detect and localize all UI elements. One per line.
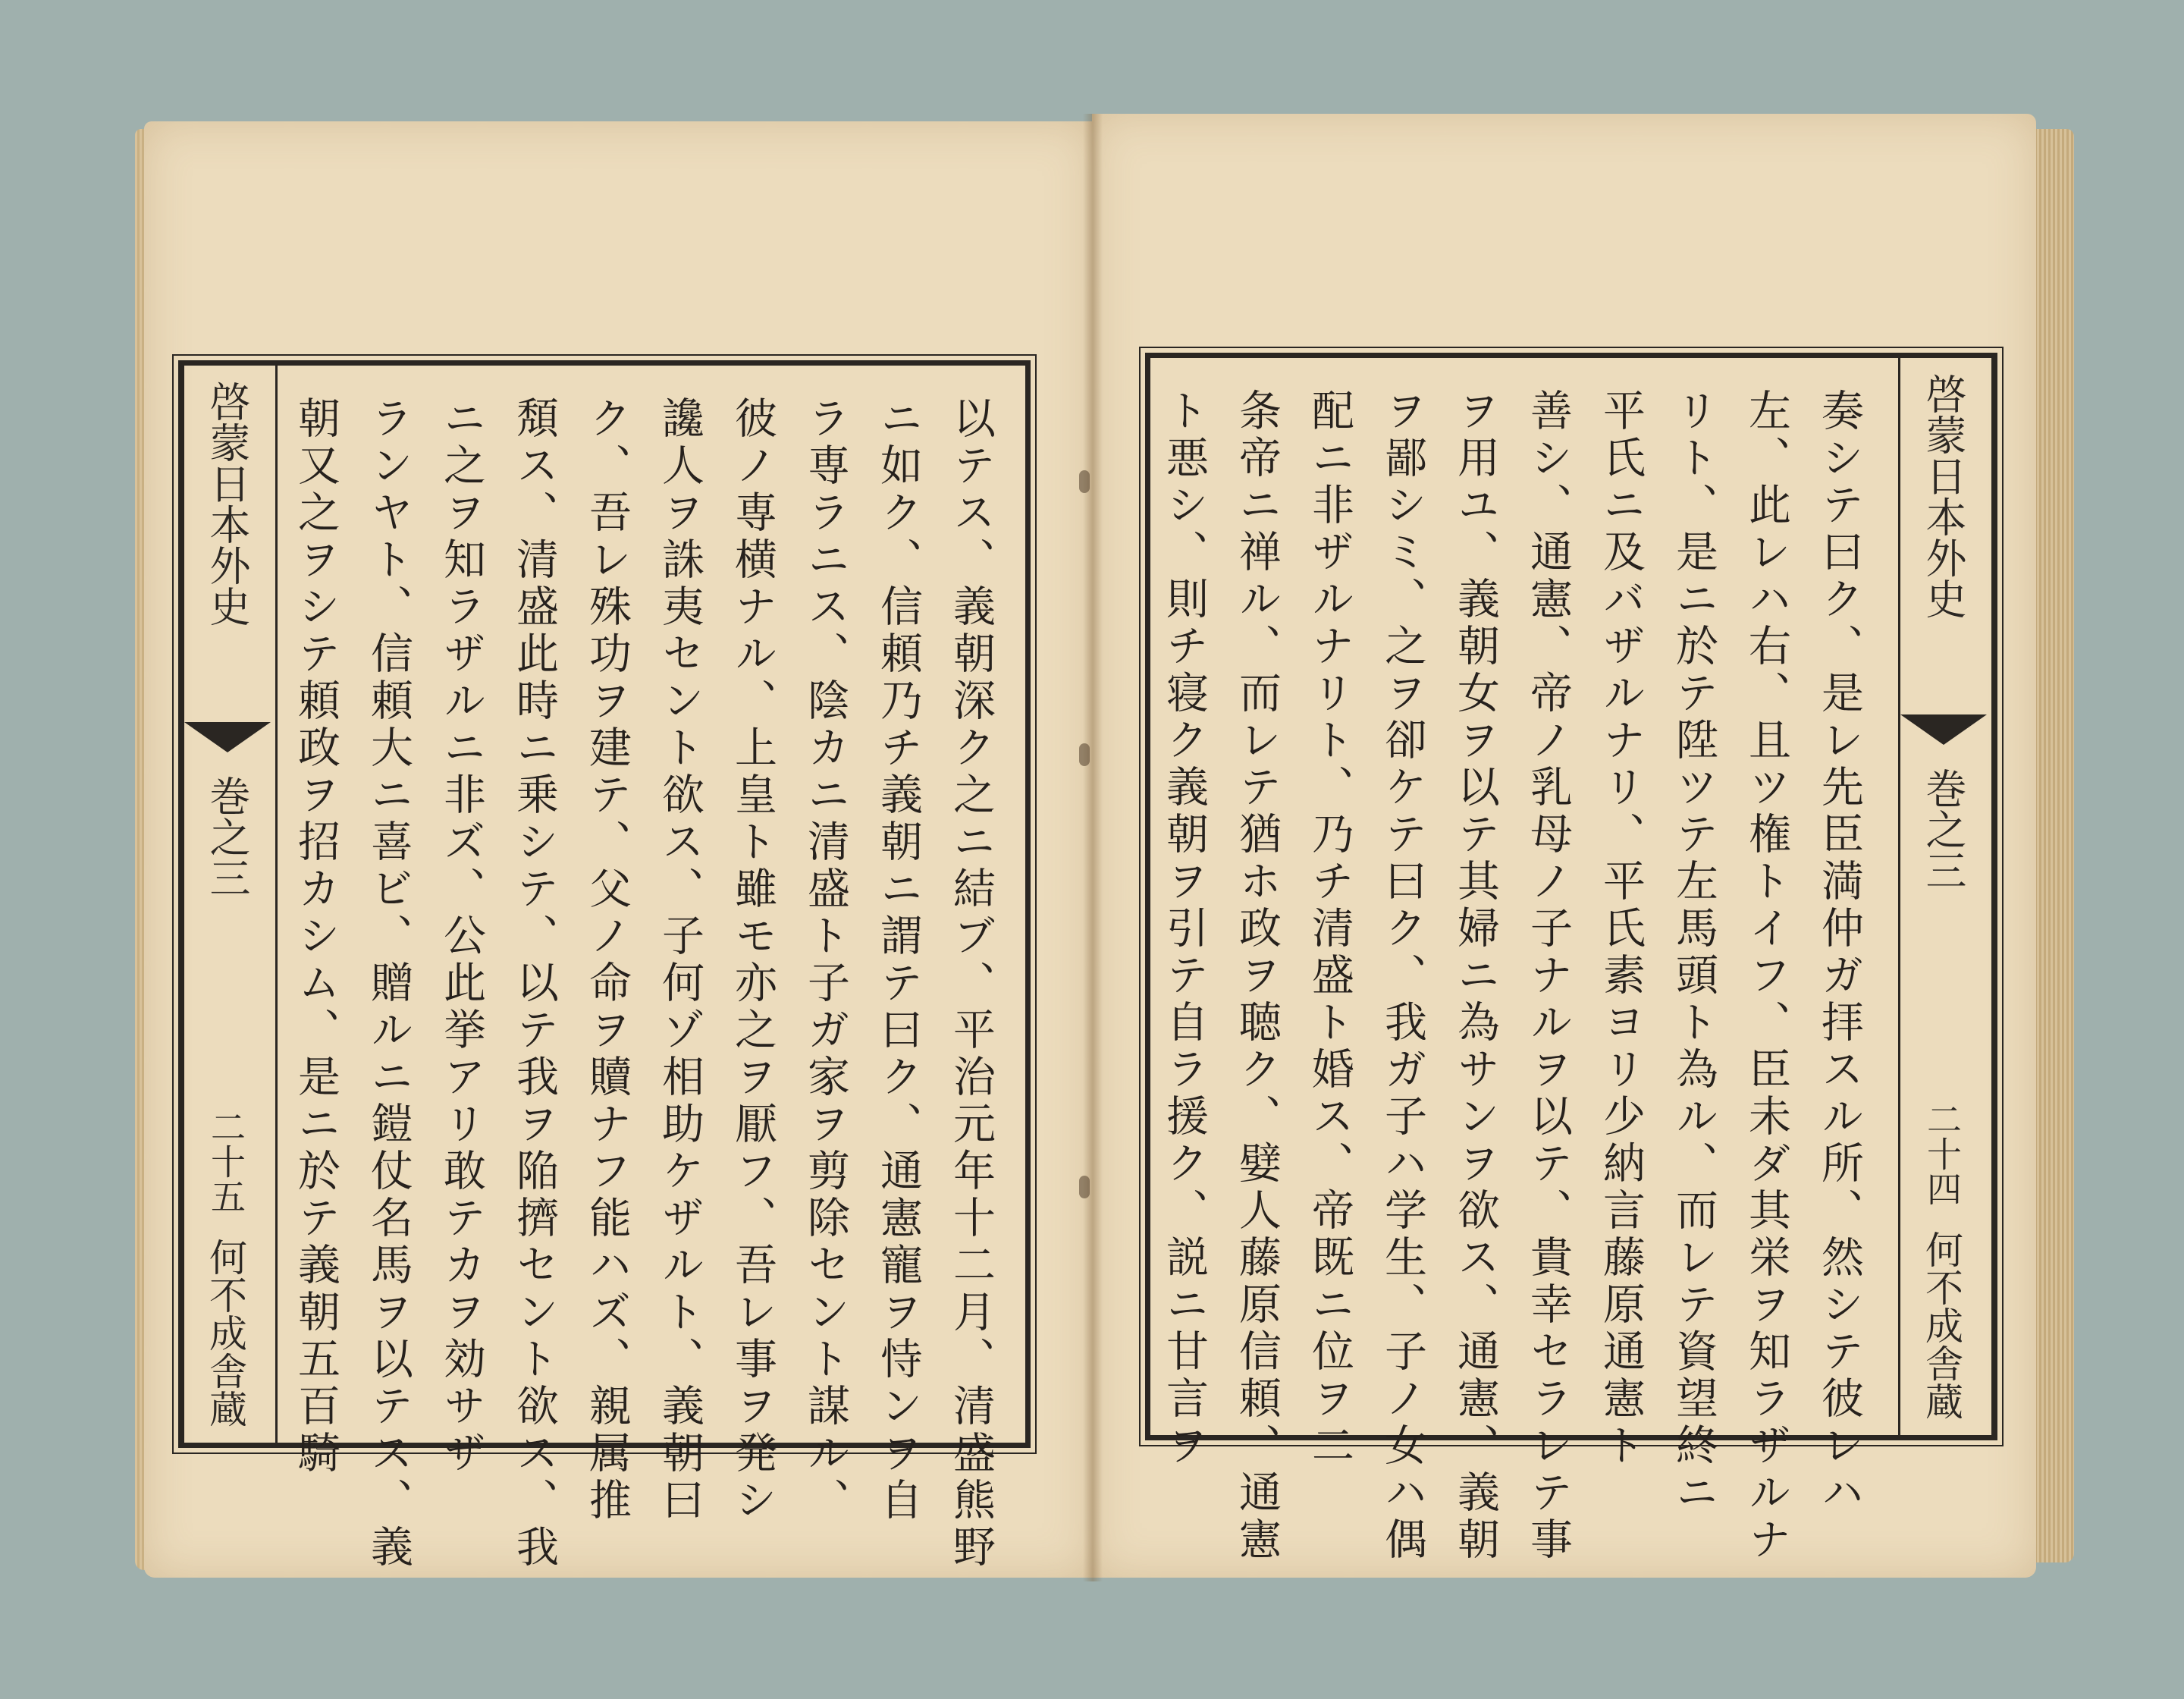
- left-page: [144, 121, 1092, 1578]
- gyobi-fish-tail-icon: [1900, 714, 1987, 760]
- hangai-volume: 巻之三: [203, 775, 251, 898]
- text-column: ト悪シ、則チ寝ク義朝ヲ引テ自ラ援ク、説ニ甘言ヲ: [1159, 388, 1209, 1470]
- page-number: 二十四: [1922, 1101, 1963, 1206]
- text-column: 讒人ヲ誅夷セント欲ス、子何ゾ相助ケザルト、義朝曰: [655, 396, 704, 1525]
- text-column: ラ専ラニス、陰カニ清盛ト子ガ家ヲ剪除セント謀ル、: [801, 396, 850, 1525]
- text-column: 左、此レハ右、且ツ権トイフ、臣未ダ其栄ヲ知ラザルナ: [1742, 388, 1791, 1564]
- text-column: 頽ス、清盛此時ニ乗シテ、以テ我ヲ陥擠セント欲ス、我: [510, 396, 559, 1572]
- hangai-publisher: 何不成舎蔵: [1919, 1230, 1963, 1420]
- open-book: [144, 114, 2070, 1600]
- binding-hole: [1079, 743, 1090, 766]
- text-column: 朝又之ヲシテ頼政ヲ招カシム、是ニ於テ義朝五百騎: [291, 396, 340, 1478]
- text-column: 彼ノ専横ナル、上皇ト雖モ亦之ヲ厭フ、吾レ事ヲ発シ: [728, 396, 777, 1525]
- text-column: ニ如ク、信頼乃チ義朝ニ謂テ曰ク、通憲寵ヲ恃ンヲ自: [874, 396, 923, 1525]
- page-number: 二十五: [206, 1109, 246, 1214]
- gyobi-fish-tail-icon: [184, 722, 271, 768]
- text-column: ランヤト、信頼大ニ喜ビ、贈ルニ鎧仗名馬ヲ以テス、義: [364, 396, 413, 1572]
- text-column: 以テス、義朝深ク之ニ結ブ、平治元年十二月、清盛熊野: [946, 396, 996, 1572]
- right-page: [1092, 114, 2036, 1578]
- hangai-title: 啓蒙日本外史: [1919, 373, 1967, 619]
- hangai-publisher: 何不成舎蔵: [203, 1238, 247, 1427]
- text-column: ヲ鄙シミ、之ヲ卻ケテ曰ク、我ガ子ハ学生、子ノ女ハ偶: [1378, 388, 1427, 1564]
- left-hanshin-margin: [182, 366, 278, 1443]
- right-text-frame: [1145, 353, 1997, 1564]
- text-column: ク、吾レ殊功ヲ建テ、父ノ命ヲ贖ナフ能ハズ、親属推: [582, 396, 632, 1525]
- text-column: ニ之ヲ知ラザルニ非ズ、公此挙アリ敢テカヲ効サザ: [437, 396, 486, 1478]
- hangai-title: 啓蒙日本外史: [203, 381, 251, 627]
- binding-hole: [1079, 1176, 1090, 1198]
- hangai-volume: 巻之三: [1919, 768, 1967, 890]
- book-gutter: [1083, 114, 1103, 1581]
- left-text-frame: [178, 360, 1031, 1572]
- text-column: 善シ、通憲、帝ノ乳母ノ子ナルヲ以テ、貴幸セラレテ事: [1523, 388, 1573, 1564]
- text-column: 奏シテ曰ク、是レ先臣満仲ガ拝スル所、然シテ彼レハ: [1815, 388, 1864, 1517]
- text-column: 配ニ非ザルナリト、乃チ清盛ト婚ス、帝既ニ位ヲ二: [1305, 388, 1354, 1470]
- text-column: 条帝ニ禅ル、而レテ猶ホ政ヲ聴ク、嬖人藤原信頼、通憲: [1232, 388, 1282, 1564]
- binding-hole: [1079, 470, 1090, 493]
- text-column: リト、是ニ於テ陞ツテ左馬頭ト為ル、而レテ資望終ニ: [1669, 388, 1718, 1517]
- right-hanshin-margin: [1898, 358, 1994, 1435]
- text-column: 平氏ニ及バザルナリ、平氏素ヨリ少納言藤原通憲ト: [1596, 388, 1646, 1470]
- text-column: ヲ用ユ、義朝女ヲ以テ其婦ニ為サンヲ欲ス、通憲、義朝: [1451, 388, 1500, 1564]
